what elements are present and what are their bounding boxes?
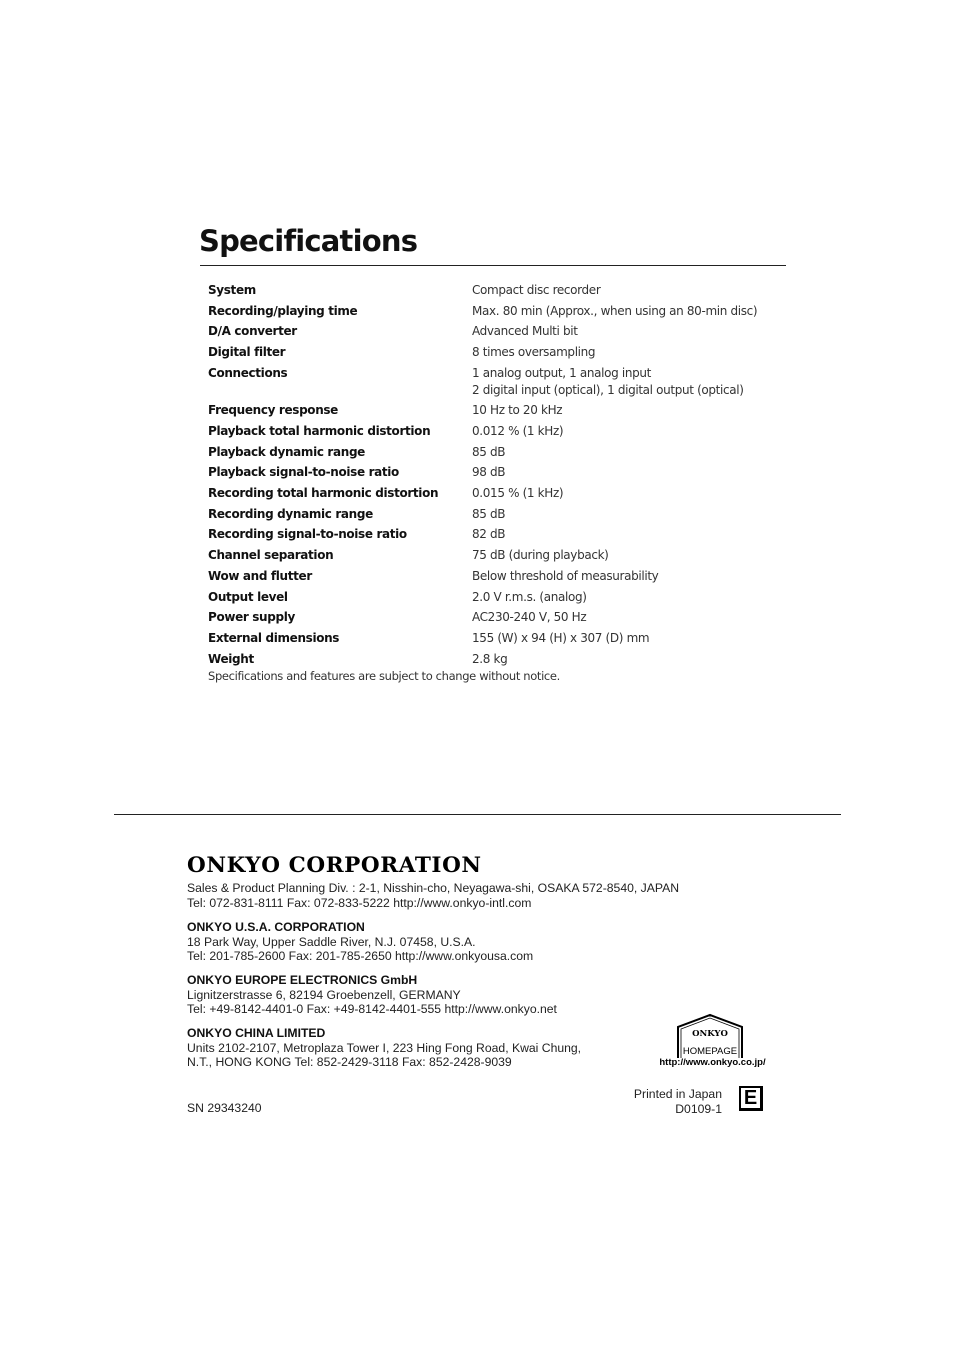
spec-row (208, 485, 778, 502)
language-badge: E (739, 1086, 763, 1111)
spec-value-line: Below threshold of measurability (472, 568, 659, 583)
page-title: Specifications (199, 224, 418, 258)
office-name: ONKYO U.S.A. CORPORATION (187, 920, 365, 934)
office-address-line: 18 Park Way, Upper Saddle River, N.J. 07458, U.S.A. (187, 934, 476, 949)
corporation-contact-line: Tel: 072-831-8111 Fax: 072-833-5222 http://www.onkyo-intl.com (187, 895, 532, 910)
spec-value (472, 402, 778, 419)
spec-row (208, 630, 778, 647)
spec-row (208, 651, 778, 668)
spec-value-line: 155 (W) x 94 (H) x 307 (D) mm (472, 630, 650, 645)
spec-label: Playback signal-to-noise ratio (208, 465, 399, 480)
spec-label: Recording dynamic range (208, 506, 373, 521)
spec-label: Connections (208, 365, 288, 380)
spec-value-line: 85 dB (472, 444, 506, 459)
spec-row (208, 506, 778, 523)
specifications-note: Specifications and features are subject to change without notice. (208, 669, 560, 683)
spec-label: Digital filter (208, 345, 286, 360)
spec-label: Wow and flutter (208, 568, 312, 583)
spec-row (208, 609, 778, 626)
spec-value (472, 485, 778, 502)
print-info (634, 1087, 722, 1116)
spec-value (472, 547, 778, 564)
office-contact-line: Tel: 201-785-2600 Fax: 201-785-2650 http://www.onkyousa.com (187, 949, 534, 963)
spec-label: Weight (208, 651, 254, 666)
spec-value-line: 10 Hz to 20 kHz (472, 403, 563, 418)
office-address-line: Units 2102-2107, Metroplaza Tower I, 223 Hing Fong Road, Kwai Chung, (187, 1040, 582, 1055)
spec-label: Playback total harmonic distortion (208, 423, 431, 438)
spec-value (472, 568, 778, 585)
spec-value (472, 651, 778, 668)
office-china (187, 1026, 581, 1070)
spec-value (472, 323, 778, 340)
spec-value-line: 98 dB (472, 465, 506, 480)
spec-label: Recording/playing time (208, 303, 358, 318)
spec-value-line: 85 dB (472, 506, 506, 521)
spec-row (208, 282, 778, 299)
office-usa (187, 920, 533, 964)
spec-label: D/A converter (208, 324, 297, 339)
spec-label: Output level (208, 589, 288, 604)
spec-label: Channel separation (208, 548, 334, 563)
corporation-address-line: Sales & Product Planning Div. : 2-1, Nisshin-cho, Neyagawa-shi, OSAKA 572-8540, JAPAN (187, 881, 680, 895)
homepage-logo (655, 1013, 770, 1071)
spec-row (208, 365, 778, 398)
spec-value-line: Advanced Multi bit (472, 324, 578, 339)
spec-row (208, 547, 778, 564)
homepage-brand: ONKYO (692, 1029, 728, 1039)
spec-value-line: AC230-240 V, 50 Hz (472, 610, 587, 625)
spec-value-line: 8 times oversampling (472, 345, 596, 360)
spec-value-line: 2.0 V r.m.s. (analog) (472, 589, 587, 604)
spec-label: Frequency response (208, 403, 338, 418)
spec-value (472, 365, 778, 398)
spec-label: Power supply (208, 610, 295, 625)
spec-value (472, 464, 778, 481)
spec-row (208, 589, 778, 606)
spec-value (472, 444, 778, 461)
office-contact-line: N.T., HONG KONG Tel: 852-2429-3118 Fax: 852-2428-9039 (187, 1055, 512, 1069)
homepage-url: http://www.onkyo.co.jp/ (659, 1057, 766, 1068)
spec-value (472, 303, 778, 320)
spec-row (208, 323, 778, 340)
spec-value (472, 526, 778, 543)
office-contact-line: Tel: +49-8142-4401-0 Fax: +49-8142-4401-555 http://www.onkyo.net (187, 1002, 557, 1016)
spec-row (208, 444, 778, 461)
spec-row (208, 303, 778, 320)
spec-value-line: 2.8 kg (472, 651, 508, 666)
spec-row (208, 344, 778, 361)
spec-value-line: 2 digital input (optical), 1 digital output (optical) (472, 382, 744, 397)
spec-row (208, 568, 778, 585)
spec-value (472, 609, 778, 626)
spec-value-line: 1 analog output, 1 analog input (472, 365, 651, 380)
spec-row (208, 402, 778, 419)
spec-value-line: 0.012 % (1 kHz) (472, 423, 564, 438)
printed-in: Printed in Japan (633, 1087, 722, 1101)
office-europe (187, 973, 557, 1017)
spec-row (208, 526, 778, 543)
spec-label: Playback dynamic range (208, 444, 365, 459)
serial-number: SN 29343240 (187, 1101, 262, 1115)
title-divider (200, 265, 786, 266)
document-code: D0109-1 (675, 1101, 722, 1116)
spec-label: Recording total harmonic distortion (208, 486, 439, 501)
office-name: ONKYO EUROPE ELECTRONICS GmbH (187, 973, 418, 987)
onkyo-corporation-logo: ONKYO CORPORATION (187, 853, 482, 878)
corporation-address (187, 881, 679, 910)
spec-label: External dimensions (208, 630, 340, 645)
spec-value-line: 0.015 % (1 kHz) (472, 486, 564, 501)
spec-value-line: 82 dB (472, 527, 506, 542)
spec-value (472, 344, 778, 361)
spec-value (472, 423, 778, 440)
spec-value-line: 75 dB (during playback) (472, 548, 609, 563)
spec-row (208, 423, 778, 440)
spec-label: System (208, 283, 256, 297)
spec-value (472, 589, 778, 606)
spec-value (472, 282, 778, 299)
spec-value (472, 506, 778, 523)
specifications-table (208, 282, 778, 671)
section-divider (114, 814, 841, 815)
spec-value-line: Max. 80 min (Approx., when using an 80-min disc) (472, 303, 758, 318)
spec-row (208, 464, 778, 481)
spec-value-line: Compact disc recorder (472, 283, 601, 297)
homepage-label: HOMEPAGE (682, 1046, 738, 1057)
office-name: ONKYO CHINA LIMITED (187, 1026, 326, 1040)
spec-value (472, 630, 778, 647)
office-address-line: Lignitzerstrasse 6, 82194 Groebenzell, GERMANY (187, 987, 461, 1002)
spec-label: Recording signal-to-noise ratio (208, 527, 407, 542)
